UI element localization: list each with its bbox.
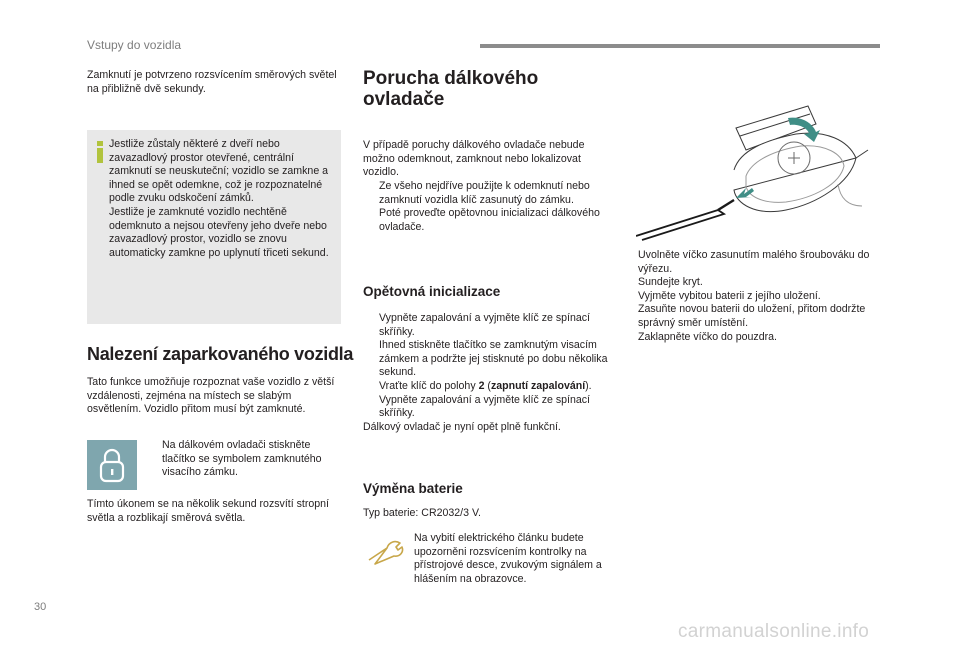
list-item: Ihned stiskněte tlačítko se zamknutým visacím zámkem a podržte jej stisknuté po dobu několika sekund. bbox=[379, 339, 608, 379]
subheading-battery: Výměna baterie bbox=[363, 481, 463, 496]
page-header-title: Vstupy do vozidla bbox=[87, 38, 182, 52]
wrench-icon bbox=[367, 534, 407, 566]
locate-result-paragraph: Tímto úkonem se na několik sekund rozsvítí stropní světla a rozblikají směrová světla. bbox=[87, 498, 330, 524]
battery-type: Typ baterie: CR2032/3 V. bbox=[363, 507, 481, 519]
subheading-reinit: Opětovná inicializace bbox=[363, 284, 501, 299]
failure-paragraph: V případě poruchy dálkového ovladače nebude možno odemknout, zamknout nebo lokalizovat vozidlo. bbox=[363, 139, 585, 179]
intro-paragraph: Zamknutí je potvrzeno rozsvícením směrových světel na přibližně dvě sekundy. bbox=[87, 69, 337, 95]
list-item: Poté proveďte opětovnou inicializaci dálkového ovladače. bbox=[379, 207, 600, 233]
list-item: Vraťte klíč do polohy 2 (zapnutí zapalování). bbox=[379, 379, 592, 392]
locate-paragraph: Tato funkce umožňuje rozpoznat vaše vozidlo z větší vzdálenosti, zejména na místech se slabým osvětlením. Vozidlo přitom musí být zamknuté. bbox=[87, 376, 335, 416]
list-item: Vypněte zapalování a vyjměte klíč ze spínací skříňky. bbox=[379, 393, 591, 420]
reinit-bullets bbox=[363, 312, 615, 434]
header-rule bbox=[480, 44, 880, 48]
list-item: Zaklapněte víčko do pouzdra. bbox=[638, 330, 777, 343]
watermark: carmanualsonline.info bbox=[678, 621, 870, 642]
reinit-result: Dálkový ovladač je nyní opět plně funkční. bbox=[363, 420, 561, 433]
page-number: 30 bbox=[34, 601, 47, 613]
list-item: Ze všeho nejdříve použijte k odemknutí nebo zamknutí vozidla klíč zasunutý do zámku. bbox=[379, 180, 590, 206]
list-item: Zasuňte novou baterii do uložení, přitom dodržte správný směr umístění. bbox=[638, 303, 866, 329]
list-item: Vypněte zapalování a vyjměte klíč ze spínací skříňky. bbox=[379, 312, 591, 338]
remote-key-battery-illustration bbox=[636, 100, 872, 242]
list-item: Vyjměte vybitou baterii z jejího uložení. bbox=[638, 289, 821, 302]
section-heading-remote-failure: Porucha dálkového ovladače bbox=[363, 68, 539, 110]
info-text: Jestliže zůstaly některé z dveří nebo zavazadlový prostor otevřené, centrální zamknutí se neuskuteční; vozidlo se zamkne a ihned se opět odemkne, což je rozpoznatelné podle zvuku odskočení zámků. Jestliže je zamknuté vozidlo nechtěně odemknuto a nejsou otevřeny jeho dveře nebo zavazadlový prostor, vozidlo se znovu automaticky zamkne po uplynutí třiceti sekund. bbox=[109, 138, 329, 259]
battery-warning: Na vybití elektrického článku budete upozorněni rozsvícením kontrolky na přístrojové desce, zvukovým signálem a hlášením na obrazovce. bbox=[414, 532, 602, 585]
locate-bullet: Na dálkovém ovladači stiskněte tlačítko se symbolem zamknutého visacího zámku. bbox=[162, 439, 322, 479]
padlock-icon bbox=[87, 440, 137, 490]
section-heading-locate-vehicle: Nalezení zaparkovaného vozidla bbox=[87, 344, 354, 364]
list-item: Sundejte kryt. bbox=[638, 276, 703, 289]
failure-bullets bbox=[363, 180, 615, 234]
list-item: Uvolněte víčko zasunutím malého šroubováku do výřezu. bbox=[638, 249, 870, 275]
battery-steps bbox=[622, 249, 872, 344]
info-icon bbox=[95, 141, 105, 163]
